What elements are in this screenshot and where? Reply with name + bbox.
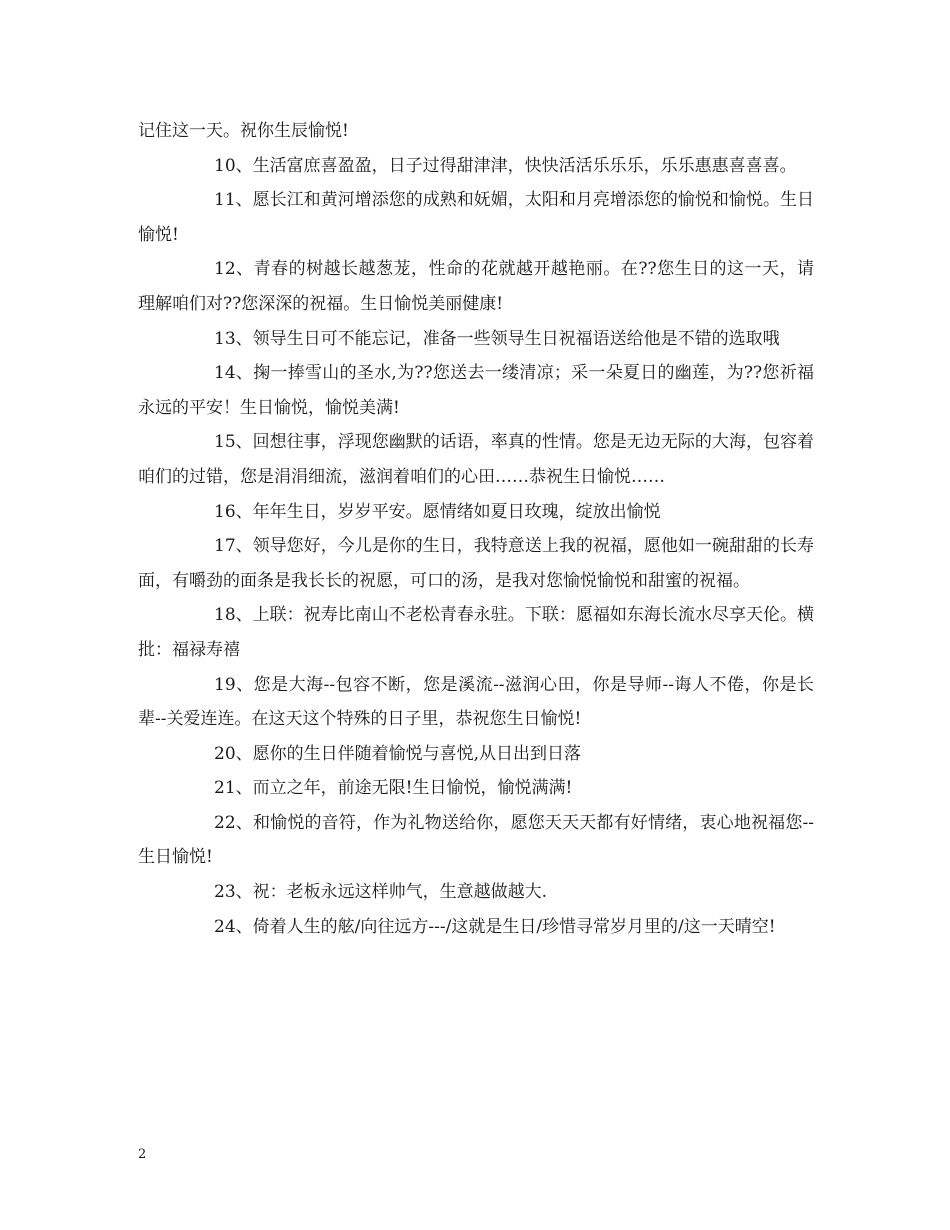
wish-item-14: 14、掬一捧雪山的圣水,为??您送去一缕清凉；采一朵夏日的幽莲，为??您祈福永远的平安！生日愉悦，愉悦美满!: [138, 363, 814, 418]
wish-item-22: 22、和愉悦的音符，作为礼物送给你，愿您天天天都有好情绪，衷心地祝福您--生日愉悦!: [138, 812, 814, 868]
wish-item-15: 15、回想往事，浮现您幽默的话语，率真的性情。您是无边无际的大海，包容着咱们的过错，您是涓涓细流，滋润着咱们的心田……恭祝生日愉悦……: [138, 432, 814, 487]
wish-item-20: 20、愿你的生日伴随着愉悦与喜悦,从日出到日落: [214, 743, 582, 764]
wish-item-10: 10、生活富庶喜盈盈，日子过得甜津津，快快活活乐乐乐，乐乐惠惠喜喜喜。: [214, 155, 797, 176]
wish-item-13: 13、领导生日可不能忘记，准备一些领导生日祝福语送给他是不错的选取哦: [214, 328, 780, 349]
wish-item-18: 18、上联：祝寿比南山不老松青春永驻。下联：愿福如东海长流水尽享天伦。横批：福禄寿禧: [138, 605, 814, 660]
wish-item-11: 11、愿长江和黄河增添您的成熟和妩媚，太阳和月亮增添您的愉悦和愉悦。生日愉悦!: [138, 190, 814, 245]
wish-item-19: 19、您是大海--包容不断，您是溪流--滋润心田，你是导师--诲人不倦，你是长辈--关爱连连。在这天这个特殊的日子里，恭祝您生日愉悦!: [138, 674, 814, 730]
paragraph-continuation: 记住这一天。祝你生辰愉悦!: [138, 121, 349, 141]
wish-item-24: 24、倚着人生的舷/向往远方---/这就是生日/珍惜寻常岁月里的/这一天晴空!: [214, 916, 776, 937]
wish-item-16: 16、年年生日，岁岁平安。愿情绪如夏日玫瑰，绽放出愉悦: [214, 501, 661, 522]
wish-item-23: 23、祝：老板永远这样帅气，生意越做越大.: [214, 882, 548, 903]
document-body: [138, 114, 814, 944]
wish-item-17: 17、领导您好，今儿是你的生日，我特意送上我的祝福，愿他如一碗甜甜的长寿面，有嚼劲的面条是我长长的祝愿，可口的汤，是我对您愉悦愉悦和甜蜜的祝福。: [138, 536, 814, 591]
page-number: 2: [138, 1147, 147, 1162]
wish-item-12: 12、青春的树越长越葱茏，性命的花就越开越艳丽。在??您生日的这一天，请理解咱们对??您深深的祝福。生日愉悦美丽健康!: [138, 259, 814, 314]
wish-item-21: 21、而立之年，前途无限!生日愉悦，愉悦满满!: [214, 778, 573, 799]
